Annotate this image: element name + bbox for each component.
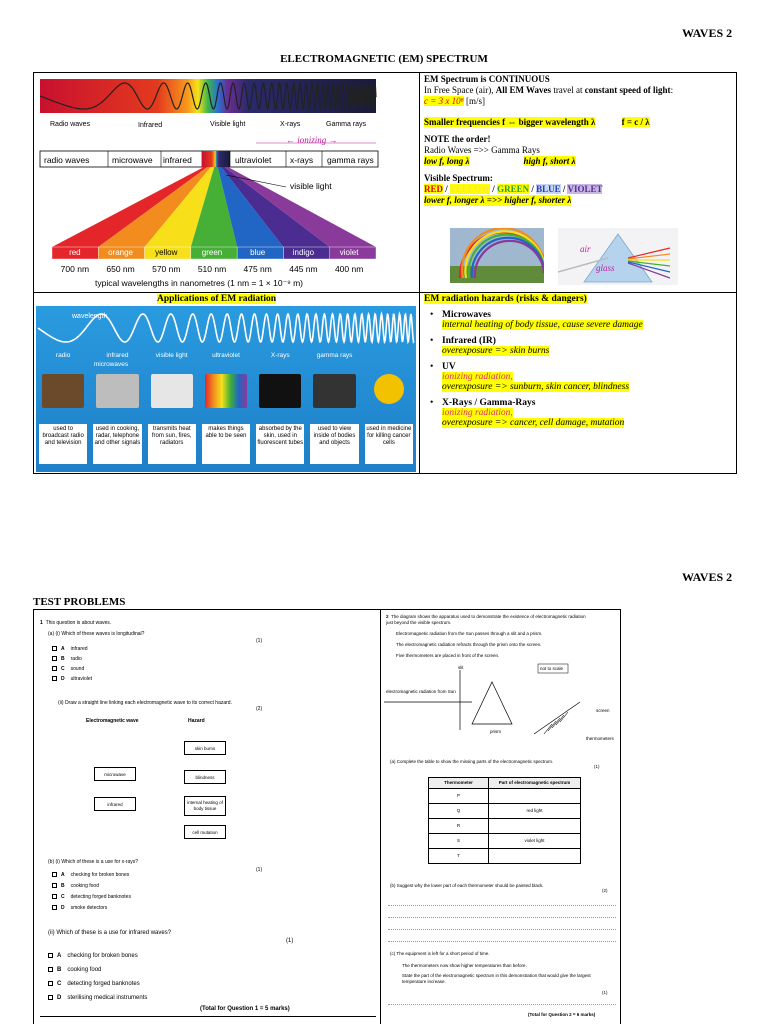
band-xrays: x-rays (290, 155, 314, 165)
checkbox-icon (52, 905, 57, 910)
color-name-orange: orange (108, 248, 134, 257)
spectrum-table: Thermometer Part of electromagnetic spectrum P Q red light R S violet light T (428, 777, 581, 864)
hazard-item-3: • X-Rays / Gamma-Rays ionizing radiation, overexposure => cancer, cell damage, mutation (430, 398, 625, 428)
color-nm-green: 510 nm (197, 264, 227, 274)
app-use-5: used to view inside of bodies and objects (310, 424, 358, 464)
color-nm-blue: 475 nm (243, 264, 272, 274)
continuous-heading: EM Spectrum is CONTINUOUS (424, 74, 550, 84)
page2-tag: WAVES 2 (682, 570, 733, 584)
option-a[interactable]: A infrared (52, 646, 92, 656)
hazard-item-0: • Microwaves internal heating of body tissue, cause severe damage (430, 310, 643, 330)
bullet-icon: • (430, 336, 434, 346)
band-ultraviolet: ultraviolet (235, 155, 272, 165)
checkbox-icon (48, 981, 53, 986)
app-header-3: visible light (155, 352, 188, 359)
label-radio: Radio waves (50, 121, 91, 128)
hazards-title: EM radiation hazards (risks & dangers) (424, 294, 587, 304)
visible-light-label: visible light (290, 181, 332, 191)
app-image-2 (151, 374, 193, 408)
app-header-0: radio (55, 352, 71, 359)
option-d[interactable]: D ultraviolet (52, 676, 92, 686)
c-equation: c = 3 x 10⁸ [m/s] (424, 96, 485, 106)
table-row: S violet light (429, 834, 581, 849)
band-gamma: gamma rays (327, 155, 374, 165)
q2-total: (Total for Question 2 = 6 marks) (528, 1012, 596, 1017)
app-header-1: microwaves (93, 361, 129, 368)
app-image-1 (96, 374, 138, 408)
checkbox-icon (48, 995, 53, 1000)
app-use-6: used in medicine for killing cancer cells (365, 424, 413, 464)
low-high-line: low f, long λ high f, short λ (424, 156, 576, 166)
q1-total: (Total for Question 1 = 5 marks) (200, 1006, 290, 1012)
app-use-1: used in cooking, radar, telephone and other signals (93, 424, 141, 464)
label-xrays: X-rays (280, 121, 301, 128)
bullet-icon: • (430, 362, 434, 372)
label-infrared: Infrared (138, 122, 163, 129)
band-microwave: microwave (112, 155, 153, 165)
question-2: 2 The diagram shows the apparatus used to demonstrate the existence of electromagnetic radiation just beyond the visible spectrum. Electromagnetic radiation from the Sun passes through a slit and a prism. The electromagnetic radiation refracts through the prism onto the screen. Five thermometers are placed in front of the screen. slit not to scale electromagnetic radiation from Sun screen prism thermometers (a) Complete the table to show the missing parts of the electromagnetic spectrum. (1) Thermometer Part of electromagnetic spectrum P Q red light R S violet light T (b) Suggest why the lower part of each thermometer should be painted black. (2) (c) The equipment is left for a short period of time. The thermometers now show higher temperatures than before. State the part of the electromagnetic spectrum in this demonstration that would give the largest temperature increase. (1) (Total for Question 2 = 6 marks) (384, 612, 618, 1022)
option-d[interactable]: D smoke detectors (52, 905, 131, 916)
app-image-3 (205, 374, 247, 408)
hazard-box-skin-burns[interactable]: skin burns (184, 741, 226, 755)
option-b[interactable]: B cooking food (48, 963, 147, 977)
bullet-icon: • (430, 398, 434, 408)
color-bands (52, 248, 372, 260)
checkbox-icon (52, 872, 57, 877)
color-nm-red: 700 nm (60, 264, 90, 274)
app-image-6 (374, 374, 404, 404)
color-name-violet: violet (339, 248, 359, 257)
app-header-4: ultraviolet (212, 352, 240, 359)
app-use-3: makes things able to be seen (202, 424, 250, 464)
wave-box-infrared[interactable]: infrared (94, 797, 136, 811)
checkbox-icon (52, 676, 57, 681)
option-a[interactable]: A checking for broken bones (52, 872, 131, 883)
visible-order: lower f, longer λ =>> higher f, shorter λ (424, 195, 572, 205)
rainbow-photo (450, 228, 544, 283)
app-image-4 (259, 374, 301, 408)
checkbox-icon (52, 666, 57, 671)
checkbox-icon (48, 967, 53, 972)
color-name-indigo: indigo (292, 248, 315, 257)
color-nm-yellow: 570 nm (152, 264, 181, 274)
checkbox-icon (52, 883, 57, 888)
bullet-icon: • (430, 310, 434, 320)
wave-box-microwave[interactable]: microwave (94, 767, 136, 781)
color-nm-indigo: 445 nm (289, 264, 318, 274)
hazard-box-blindness[interactable]: blindness (184, 770, 226, 784)
option-b[interactable]: B radio (52, 656, 92, 666)
color-nm-orange: 650 nm (106, 264, 135, 274)
note-heading: NOTE the order! (424, 134, 491, 144)
label-gamma: Gamma rays (326, 121, 367, 128)
table-row: Q red light (429, 804, 581, 819)
option-d[interactable]: D sterilising medical instruments (48, 991, 147, 1005)
checkbox-icon (52, 894, 57, 899)
glass-label: glass (596, 263, 615, 273)
applications-panel (36, 306, 416, 472)
app-image-0 (42, 374, 84, 408)
applications-title: Applications of EM radiation (157, 294, 277, 304)
band-radio: radio waves (44, 155, 90, 165)
order-line: Radio Waves =>> Gamma Rays (424, 145, 540, 155)
option-c[interactable]: C sound (52, 666, 92, 676)
page-title: ELECTROMAGNETIC (EM) SPECTRUM (280, 53, 488, 65)
visible-colors: RED / YELLOW / GREEN / BLUE / VIOLET (424, 184, 603, 194)
ionizing-note: ← ionizing → (286, 135, 338, 145)
color-name-yellow: yellow (155, 248, 178, 257)
app-use-2: transmits heat from sun, fires, radiators (148, 424, 196, 464)
spectrum-notes (424, 74, 734, 206)
checkbox-icon (52, 656, 57, 661)
color-name-green: green (201, 248, 223, 257)
freq-line: Smaller frequencies f ⇔ bigger wavelength λ f = c / λ (424, 117, 650, 127)
label-visible: Visible light (210, 121, 246, 128)
color-name-red: red (69, 248, 81, 257)
app-use-4: absorbed by the skin, used in fluorescent tubes (256, 424, 304, 464)
app-use-0: used to broadcast radio and television (39, 424, 87, 464)
visible-heading: Visible Spectrum: (424, 173, 493, 183)
color-nm-violet: 400 nm (334, 264, 364, 274)
color-wavelengths (52, 264, 372, 276)
wavelength-label: wavelength (72, 313, 108, 320)
question-1: 1 This question is about waves. (a) (i) Which of these waves is longitudinal? (1) A infrared B radio C sound D ultraviolet (ii) Draw a straight line linking each electromagnetic wave to its correct hazard. (2) Electromagnetic wave Hazard microwave infrared skin burns blindness internal heating of body tissue cell mutation (b) (i) Which of these is a use for x-rays? (1) A checking for broken bones B cooking food C detecting forged banknotes D smoke detectors (ii) Which of these is a use for infrared waves? (1) A checking for broken bones B cooking food C detecting forged banknotes D sterilising medical instruments (Total for Question 1 = 5 marks) (38, 614, 376, 1022)
color-name-blue: blue (250, 248, 266, 257)
air-label: air (580, 244, 591, 254)
option-c[interactable]: C detecting forged banknotes (48, 977, 147, 991)
hazard-box-cell-mutation[interactable]: cell mutation (184, 825, 226, 839)
hazard-item-1: • Infrared (IR) overexposure => skin burns (430, 336, 550, 356)
table-row: R (429, 819, 581, 834)
option-c[interactable]: C detecting forged banknotes (52, 894, 131, 905)
app-header-2: infrared (106, 352, 129, 359)
wavelength-caption: typical wavelengths in nanometres (1 nm = 1 × 10⁻⁹ m) (95, 278, 303, 288)
page-tag: WAVES 2 (682, 26, 733, 40)
prism-photo (558, 228, 678, 285)
checkbox-icon (52, 646, 57, 651)
option-a[interactable]: A checking for broken bones (48, 949, 147, 963)
table-row: P (429, 789, 581, 804)
table-row: T (429, 849, 581, 864)
band-infrared: infrared (163, 155, 192, 165)
app-header-6: gamma rays (316, 352, 353, 359)
app-header-5: X-rays (270, 352, 290, 359)
option-b[interactable]: B cooking food (52, 883, 131, 894)
hazards-section (424, 294, 734, 434)
speed-line: In Free Space (air), All EM Waves travel at constant speed of light: (424, 85, 674, 95)
test-title: TEST PROBLEMS (33, 596, 126, 608)
checkbox-icon (48, 953, 53, 958)
app-image-5 (313, 374, 355, 408)
hazard-item-2: • UV ionizing radiation, overexposure => sunburn, skin cancer, blindness (430, 362, 630, 392)
hazard-box-internal-heating[interactable]: internal heating of body tissue (184, 796, 226, 816)
